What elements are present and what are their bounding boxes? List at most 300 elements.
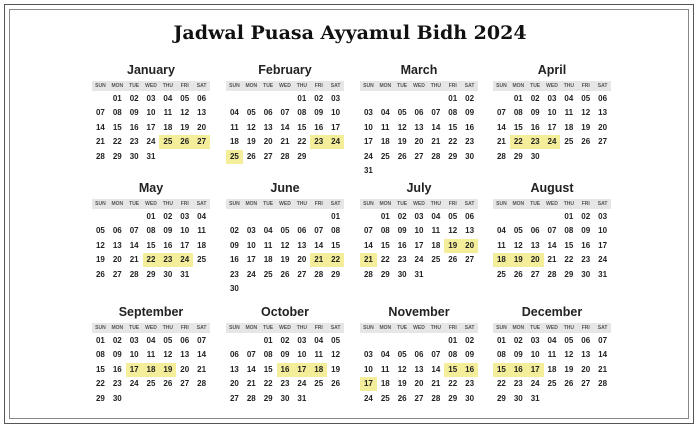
weekday-label: WED bbox=[279, 325, 291, 331]
weekday-label: FRI bbox=[448, 83, 457, 89]
day-cell: 13 bbox=[414, 122, 424, 132]
empty-cell bbox=[159, 392, 176, 406]
weekday-label: MON bbox=[512, 325, 525, 331]
empty-cell bbox=[444, 268, 461, 282]
empty-cell bbox=[461, 268, 478, 282]
fasting-day: 21 bbox=[360, 253, 377, 267]
day-cell: 01 bbox=[380, 211, 390, 221]
week-row bbox=[226, 210, 344, 224]
month-name: August bbox=[530, 181, 574, 195]
weekday-label: SAT bbox=[464, 83, 475, 89]
day-cell: 07 bbox=[197, 335, 207, 345]
weekday-label: MON bbox=[512, 201, 525, 207]
day-cell: 30 bbox=[112, 393, 122, 403]
day-cell: 09 bbox=[581, 226, 591, 235]
calendar-february bbox=[226, 62, 344, 164]
day-cell: 22 bbox=[112, 137, 122, 146]
weekday-label: SAT bbox=[464, 201, 475, 207]
day-cell: 26 bbox=[397, 393, 407, 403]
weekday-label: SUN bbox=[95, 201, 106, 207]
day-cell: 02 bbox=[581, 211, 591, 221]
day-cell: 25 bbox=[146, 379, 156, 388]
weekday-label: WED bbox=[413, 201, 425, 207]
day-cell: 11 bbox=[381, 122, 390, 132]
week-row bbox=[226, 135, 344, 149]
day-cell: 03 bbox=[129, 335, 139, 345]
weekday-label: SUN bbox=[95, 325, 106, 331]
week-row bbox=[360, 253, 478, 267]
day-cell: 05 bbox=[95, 226, 105, 235]
day-cell: 25 bbox=[431, 255, 441, 264]
empty-cell bbox=[310, 210, 327, 224]
day-cell: 19 bbox=[564, 364, 574, 374]
day-cell: 04 bbox=[564, 93, 574, 103]
empty-cell bbox=[394, 92, 411, 106]
empty-cell bbox=[243, 282, 260, 296]
day-cell: 05 bbox=[397, 350, 407, 359]
week-row bbox=[493, 121, 611, 135]
day-cell: 20 bbox=[180, 364, 190, 374]
day-cell: 01 bbox=[146, 211, 156, 221]
weekday-label: SAT bbox=[597, 201, 608, 207]
fasting-day: 19 bbox=[444, 239, 461, 253]
weekday-label: SAT bbox=[330, 325, 341, 331]
day-cell: 23 bbox=[280, 379, 290, 388]
day-cell: 21 bbox=[598, 364, 608, 374]
empty-cell bbox=[377, 164, 394, 178]
day-cell: 14 bbox=[314, 240, 324, 250]
day-cell: 31 bbox=[598, 269, 608, 279]
day-cell: 08 bbox=[380, 226, 390, 235]
weekday-label: FRI bbox=[581, 83, 590, 89]
day-cell: 01 bbox=[297, 93, 307, 103]
day-cell: 20 bbox=[414, 379, 424, 388]
day-cell: 08 bbox=[146, 226, 156, 235]
day-cell: 28 bbox=[363, 269, 373, 279]
day-cell: 26 bbox=[163, 379, 173, 388]
fasting-day: 20 bbox=[527, 253, 544, 267]
weekday-label: WED bbox=[546, 83, 558, 89]
day-cell: 25 bbox=[197, 255, 207, 264]
day-cell: 10 bbox=[363, 122, 373, 132]
weekday-label: FRI bbox=[180, 201, 189, 207]
empty-cell bbox=[360, 210, 377, 224]
day-cell: 30 bbox=[581, 269, 591, 279]
day-cell: 11 bbox=[547, 350, 557, 359]
day-cell: 08 bbox=[496, 350, 506, 359]
day-cell: 18 bbox=[229, 137, 239, 146]
day-cell: 17 bbox=[363, 137, 373, 146]
empty-cell bbox=[260, 282, 277, 296]
calendar-december bbox=[493, 304, 611, 406]
fasting-day: 17 bbox=[527, 363, 544, 377]
empty-cell bbox=[510, 210, 527, 224]
empty-cell bbox=[427, 92, 444, 106]
day-cell: 16 bbox=[465, 122, 475, 132]
day-cell: 02 bbox=[314, 93, 324, 103]
day-cell: 03 bbox=[363, 108, 373, 117]
day-cell: 29 bbox=[448, 151, 458, 161]
day-cell: 06 bbox=[180, 335, 190, 345]
week-row bbox=[226, 282, 344, 296]
empty-cell bbox=[143, 392, 160, 406]
empty-cell bbox=[493, 210, 510, 224]
day-cell: 09 bbox=[112, 350, 122, 359]
day-cell: 07 bbox=[246, 350, 256, 359]
fasting-day: 23 bbox=[310, 135, 327, 149]
empty-cell bbox=[411, 334, 428, 348]
day-cell: 26 bbox=[280, 269, 290, 279]
empty-cell bbox=[193, 150, 210, 164]
day-cell: 10 bbox=[297, 350, 307, 359]
day-cell: 05 bbox=[180, 93, 190, 103]
weekday-header bbox=[92, 199, 210, 209]
day-cell: 01 bbox=[263, 335, 273, 345]
day-cell: 14 bbox=[129, 240, 139, 250]
day-cell: 24 bbox=[363, 393, 373, 403]
day-cell: 07 bbox=[280, 108, 290, 117]
weekday-label: FRI bbox=[180, 83, 189, 89]
day-cell: 22 bbox=[95, 379, 105, 388]
day-cell: 02 bbox=[229, 226, 239, 235]
day-cell: 21 bbox=[431, 379, 441, 388]
day-cell: 15 bbox=[380, 240, 390, 250]
day-cell: 26 bbox=[564, 379, 574, 388]
day-cell: 30 bbox=[513, 393, 523, 403]
day-cell: 20 bbox=[414, 137, 424, 146]
month-name: March bbox=[400, 63, 438, 77]
day-cell: 06 bbox=[530, 226, 540, 235]
week-row bbox=[493, 392, 611, 406]
weekday-label: SUN bbox=[229, 201, 240, 207]
day-cell: 04 bbox=[163, 93, 173, 103]
empty-cell bbox=[560, 150, 577, 164]
day-cell: 29 bbox=[297, 151, 307, 161]
weekday-header bbox=[226, 199, 344, 209]
day-cell: 05 bbox=[163, 335, 173, 345]
weekday-label: TUE bbox=[530, 325, 541, 331]
week-row bbox=[226, 224, 344, 238]
day-cell: 03 bbox=[414, 211, 424, 221]
day-cell: 02 bbox=[530, 93, 540, 103]
day-cell: 12 bbox=[448, 226, 458, 235]
weekday-label: SUN bbox=[229, 83, 240, 89]
calendar-june bbox=[226, 180, 344, 296]
day-cell: 10 bbox=[547, 108, 557, 117]
weekday-label: SUN bbox=[363, 201, 374, 207]
weekday-header bbox=[360, 199, 478, 209]
weekday-label: MON bbox=[379, 83, 392, 89]
weekday-header bbox=[360, 81, 478, 91]
weekday-label: TUE bbox=[397, 83, 408, 89]
day-cell: 17 bbox=[180, 240, 190, 250]
day-cell: 12 bbox=[95, 240, 105, 250]
empty-cell bbox=[394, 334, 411, 348]
day-cell: 27 bbox=[530, 269, 540, 279]
fasting-day: 18 bbox=[493, 253, 510, 267]
day-cell: 03 bbox=[598, 211, 608, 221]
empty-cell bbox=[360, 92, 377, 106]
week-row bbox=[92, 253, 210, 267]
day-cell: 12 bbox=[246, 122, 256, 132]
weekday-label: FRI bbox=[448, 201, 457, 207]
day-cell: 27 bbox=[297, 269, 307, 279]
day-cell: 31 bbox=[180, 269, 190, 279]
day-cell: 20 bbox=[297, 255, 307, 264]
weekday-label: WED bbox=[145, 201, 157, 207]
week-row bbox=[493, 363, 611, 377]
day-cell: 17 bbox=[598, 240, 608, 250]
empty-cell bbox=[394, 164, 411, 178]
day-cell: 24 bbox=[598, 255, 608, 264]
day-cell: 04 bbox=[263, 226, 273, 235]
day-cell: 21 bbox=[547, 255, 557, 264]
weekday-label: TUE bbox=[263, 201, 274, 207]
day-cell: 03 bbox=[547, 93, 557, 103]
day-cell: 23 bbox=[129, 137, 139, 146]
day-cell: 16 bbox=[530, 122, 540, 132]
day-cell: 15 bbox=[112, 122, 122, 132]
month-name: April bbox=[537, 63, 567, 77]
week-row bbox=[226, 392, 344, 406]
week-row bbox=[360, 150, 478, 164]
day-cell: 28 bbox=[246, 393, 256, 403]
week-row bbox=[360, 348, 478, 362]
fasting-day: 23 bbox=[159, 253, 176, 267]
day-cell: 07 bbox=[431, 108, 441, 117]
empty-cell bbox=[226, 334, 243, 348]
day-cell: 21 bbox=[280, 137, 290, 146]
day-cell: 11 bbox=[381, 364, 390, 374]
weekday-label: FRI bbox=[448, 325, 457, 331]
day-cell: 01 bbox=[331, 211, 341, 221]
day-cell: 23 bbox=[465, 137, 475, 146]
day-cell: 23 bbox=[513, 379, 523, 388]
weekday-label: SAT bbox=[597, 325, 608, 331]
fasting-day: 17 bbox=[293, 363, 310, 377]
day-cell: 06 bbox=[414, 350, 424, 359]
day-cell: 07 bbox=[547, 226, 557, 235]
day-cell: 07 bbox=[598, 335, 608, 345]
week-row bbox=[493, 334, 611, 348]
fasting-day: 20 bbox=[461, 239, 478, 253]
day-cell: 10 bbox=[530, 350, 540, 359]
day-cell: 17 bbox=[331, 122, 341, 132]
week-row bbox=[493, 239, 611, 253]
day-cell: 30 bbox=[229, 284, 239, 293]
day-cell: 18 bbox=[547, 364, 557, 374]
day-cell: 06 bbox=[263, 108, 273, 117]
day-cell: 31 bbox=[414, 269, 424, 279]
week-row bbox=[226, 92, 344, 106]
weekday-label: SAT bbox=[196, 83, 207, 89]
day-cell: 11 bbox=[197, 226, 206, 235]
empty-cell bbox=[243, 92, 260, 106]
week-row bbox=[92, 239, 210, 253]
day-cell: 16 bbox=[112, 364, 122, 374]
empty-cell bbox=[493, 92, 510, 106]
day-cell: 03 bbox=[363, 350, 373, 359]
fasting-day: 16 bbox=[461, 363, 478, 377]
empty-cell bbox=[260, 210, 277, 224]
week-row bbox=[92, 150, 210, 164]
day-cell: 24 bbox=[146, 137, 156, 146]
day-cell: 15 bbox=[564, 240, 574, 250]
day-cell: 16 bbox=[129, 122, 139, 132]
empty-cell bbox=[293, 210, 310, 224]
day-cell: 24 bbox=[129, 379, 139, 388]
day-cell: 06 bbox=[465, 211, 475, 221]
weekday-label: SUN bbox=[496, 83, 507, 89]
day-cell: 04 bbox=[197, 211, 207, 221]
day-cell: 30 bbox=[465, 393, 475, 403]
day-cell: 11 bbox=[431, 226, 441, 235]
day-cell: 06 bbox=[197, 93, 207, 103]
day-cell: 18 bbox=[263, 255, 273, 264]
day-cell: 05 bbox=[448, 211, 458, 221]
day-cell: 30 bbox=[465, 151, 475, 161]
day-cell: 18 bbox=[431, 240, 441, 250]
weekday-label: FRI bbox=[581, 325, 590, 331]
day-cell: 14 bbox=[431, 364, 441, 374]
weekday-label: MON bbox=[245, 325, 258, 331]
weekday-label: SUN bbox=[496, 201, 507, 207]
day-cell: 08 bbox=[564, 226, 574, 235]
calendar-march bbox=[360, 62, 478, 178]
day-cell: 10 bbox=[363, 364, 373, 374]
week-row bbox=[92, 92, 210, 106]
day-cell: 16 bbox=[397, 240, 407, 250]
day-cell: 13 bbox=[414, 364, 424, 374]
day-cell: 21 bbox=[431, 137, 441, 146]
day-cell: 03 bbox=[180, 211, 190, 221]
month-name: September bbox=[118, 305, 184, 319]
day-cell: 18 bbox=[564, 122, 574, 132]
weekday-label: MON bbox=[111, 325, 124, 331]
day-cell: 02 bbox=[465, 93, 475, 103]
fasting-day: 22 bbox=[143, 253, 160, 267]
day-cell: 29 bbox=[496, 393, 506, 403]
weekday-label: THU bbox=[563, 325, 574, 331]
weekday-label: TUE bbox=[530, 201, 541, 207]
weekday-label: THU bbox=[563, 201, 574, 207]
week-row bbox=[92, 135, 210, 149]
day-cell: 23 bbox=[397, 255, 407, 264]
day-cell: 28 bbox=[598, 379, 608, 388]
day-cell: 22 bbox=[564, 255, 574, 264]
day-cell: 29 bbox=[146, 269, 156, 279]
day-cell: 28 bbox=[197, 379, 207, 388]
week-row bbox=[493, 150, 611, 164]
day-cell: 30 bbox=[397, 269, 407, 279]
day-cell: 07 bbox=[95, 108, 105, 117]
weekday-label: SUN bbox=[496, 325, 507, 331]
day-cell: 25 bbox=[564, 137, 574, 146]
day-cell: 28 bbox=[129, 269, 139, 279]
day-cell: 02 bbox=[513, 335, 523, 345]
day-cell: 22 bbox=[448, 137, 458, 146]
weekday-label: FRI bbox=[314, 83, 323, 89]
day-cell: 19 bbox=[397, 137, 407, 146]
day-cell: 27 bbox=[465, 255, 475, 264]
empty-cell bbox=[193, 392, 210, 406]
day-cell: 09 bbox=[465, 108, 475, 117]
day-cell: 28 bbox=[314, 269, 324, 279]
weekday-header bbox=[493, 323, 611, 333]
weekday-label: THU bbox=[430, 83, 441, 89]
empty-cell bbox=[92, 92, 109, 106]
day-cell: 28 bbox=[280, 151, 290, 161]
month-name: February bbox=[258, 63, 312, 77]
day-cell: 04 bbox=[229, 108, 239, 117]
week-row bbox=[92, 363, 210, 377]
day-cell: 19 bbox=[397, 379, 407, 388]
day-cell: 26 bbox=[581, 137, 591, 146]
week-row bbox=[226, 348, 344, 362]
day-cell: 30 bbox=[530, 151, 540, 161]
day-cell: 06 bbox=[112, 226, 122, 235]
week-row bbox=[226, 239, 344, 253]
day-cell: 28 bbox=[547, 269, 557, 279]
day-cell: 16 bbox=[229, 255, 239, 264]
weekday-header bbox=[360, 323, 478, 333]
weekday-label: MON bbox=[379, 201, 392, 207]
day-cell: 08 bbox=[112, 108, 122, 117]
weekday-label: THU bbox=[430, 201, 441, 207]
empty-cell bbox=[226, 210, 243, 224]
weekday-label: MON bbox=[245, 83, 258, 89]
day-cell: 12 bbox=[397, 122, 407, 132]
calendar-july bbox=[360, 180, 478, 282]
fasting-day: 16 bbox=[510, 363, 527, 377]
weekday-label: FRI bbox=[180, 325, 189, 331]
day-cell: 25 bbox=[380, 151, 390, 161]
day-cell: 20 bbox=[112, 255, 122, 264]
week-row bbox=[92, 334, 210, 348]
empty-cell bbox=[226, 92, 243, 106]
day-cell: 13 bbox=[180, 350, 190, 359]
weekday-label: WED bbox=[546, 325, 558, 331]
day-cell: 23 bbox=[581, 255, 591, 264]
day-cell: 17 bbox=[414, 240, 424, 250]
day-cell: 01 bbox=[448, 93, 458, 103]
day-cell: 06 bbox=[414, 108, 424, 117]
empty-cell bbox=[277, 282, 294, 296]
day-cell: 09 bbox=[513, 350, 523, 359]
day-cell: 10 bbox=[598, 226, 608, 235]
day-cell: 29 bbox=[331, 269, 341, 279]
empty-cell bbox=[126, 392, 143, 406]
day-cell: 02 bbox=[163, 211, 173, 221]
weekday-header bbox=[92, 81, 210, 91]
weekday-label: SAT bbox=[597, 83, 608, 89]
week-row bbox=[493, 377, 611, 391]
day-cell: 14 bbox=[431, 122, 441, 132]
empty-cell bbox=[427, 334, 444, 348]
day-cell: 05 bbox=[397, 108, 407, 117]
day-cell: 07 bbox=[363, 226, 373, 235]
day-cell: 02 bbox=[129, 93, 139, 103]
week-row bbox=[226, 106, 344, 120]
day-cell: 12 bbox=[513, 240, 523, 250]
day-cell: 04 bbox=[496, 226, 506, 235]
day-cell: 14 bbox=[95, 122, 105, 132]
day-cell: 13 bbox=[581, 350, 591, 359]
month-name: November bbox=[388, 305, 450, 319]
empty-cell bbox=[159, 150, 176, 164]
week-row bbox=[226, 150, 344, 164]
fasting-day: 24 bbox=[327, 135, 344, 149]
